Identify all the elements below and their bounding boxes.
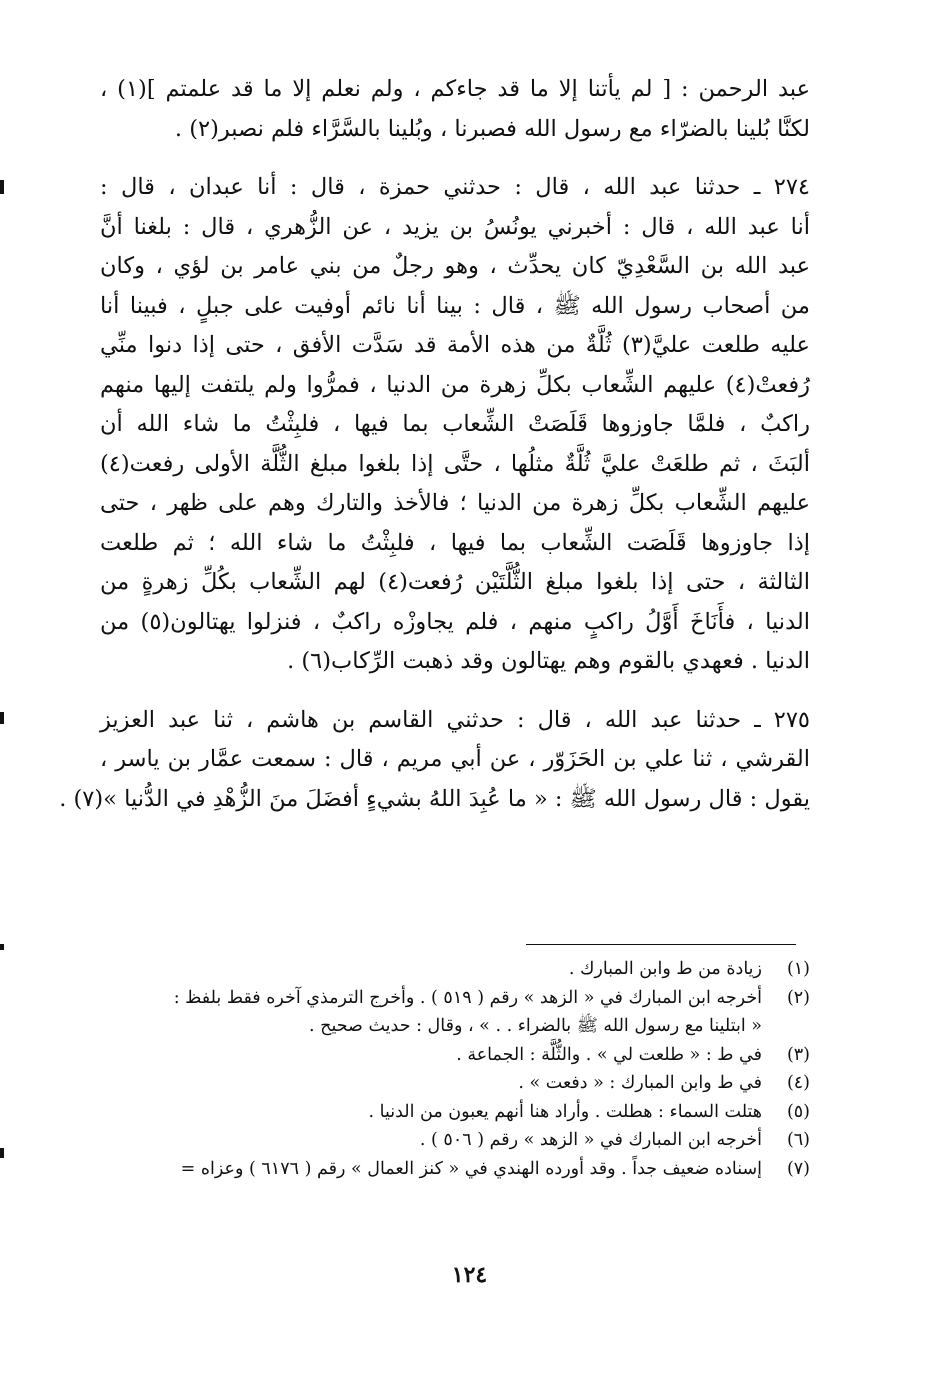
paragraph-intro — [100, 70, 810, 149]
footnote-item — [100, 1069, 810, 1098]
scan-edge-mark — [0, 180, 4, 194]
footnote-number: (٢) — [786, 987, 810, 1008]
scan-edge-mark — [0, 712, 4, 724]
footnote-number: (١) — [786, 959, 810, 979]
footnote-item — [100, 984, 810, 1041]
text-line: يقول : قال رسول الله ﷺ : « ما عُبِدَ اللهُ بشيءٍ أفضَلَ منَ الزُّهْدِ في الدُّنيا »(٧) . — [59, 785, 810, 812]
footnote-item — [100, 1126, 810, 1155]
scan-edge-mark — [0, 1148, 4, 1158]
footnote-item — [100, 1155, 810, 1184]
footnote-text: أخرجه ابن المبارك في « الزهد » رقم ( ٥٠٦ ) . — [419, 1130, 762, 1150]
text-line: إذا جاوزوها قَلَصَت الشِّعاب بما فيها ، فلبِثْتُ ما شاء الله ؛ ثم طلعت — [100, 529, 810, 556]
footnote-number: (٣) — [786, 1044, 810, 1065]
text-line: الثالثة ، حتى إذا بلغوا مبلغ الثُّلَّتَيْن رُفعت(٤) لهم الشِّعاب بكُلِّ زهرةٍ من — [100, 569, 810, 595]
text-line: رُفعتْ(٤) عليهم الشِّعاب بكلِّ زهرة من الدنيا ، فمرُّوا ولم يلتفت إليها منهم — [100, 371, 810, 398]
text-line: أنا عبد الله ، قال : أخبرني يونُسُ بن يزيد ، عن الزُّهري ، قال : بلغنا أنَّ — [100, 213, 810, 240]
footnote-item — [100, 955, 810, 984]
text-line: ٢٧٤ ـ حدثنا عبد الله ، قال : حدثني حمزة ، قال : أنا عبدان ، قال : — [100, 174, 810, 200]
footnote-number: (٤) — [786, 1073, 810, 1093]
text-line: الدنيا ، فأَنَاخَ أَوَّلُ راكبٍ منهم ، فلم يجاوزْه راكبٌ ، فنزلوا يهتالون(٥) من — [100, 608, 810, 635]
footnote-divider — [526, 944, 796, 945]
footnote-number: (٦) — [786, 1130, 810, 1150]
text-line: راكبٌ ، فلمَّا جاوزوها قَلَصَتْ الشِّعاب بما فيها ، فلبِثْتُ ما شاء الله أن — [100, 411, 810, 437]
footnote-text: زيادة من ط وابن المبارك . — [568, 959, 762, 979]
footnote-text: إسناده ضعيف جداً . وقد أورده الهندي في « كنز العمال » رقم ( ٦١٧٦ ) وعزاه = — [180, 1158, 762, 1179]
text-line: عليهم الشِّعاب بكلِّ زهرة من الدنيا ؛ فالأخذ والتارك وهم على ظهر ، حتى — [100, 490, 810, 516]
footnote-item — [100, 1098, 810, 1127]
paragraph-hadith-275 — [59, 701, 810, 820]
main-text — [59, 70, 810, 819]
page-number: ١٢٤ — [451, 1262, 488, 1288]
text-line: من أصحاب رسول الله ﷺ ، قال : بينا أنا نائم أوفيت على جبلٍ ، فبينا أنا — [100, 292, 810, 319]
footnote-number: (٧) — [786, 1158, 810, 1179]
scan-edge-mark — [0, 944, 4, 950]
text-line: ٢٧٥ ـ حدثنا عبد الله ، قال : حدثني القاسم بن هاشم ، ثنا عبد العزيز — [100, 706, 810, 733]
paragraph-hadith-274 — [100, 168, 810, 682]
footnotes — [100, 955, 810, 1183]
footnote-number: (٥) — [786, 1101, 810, 1122]
text-line: ألبَثَ ، ثم طلعَتْ عليَّ ثُلَّةٌ مثلُها ، حتَّى إذا بلغوا مبلغ الثُّلَّة الأولى رفعت(٤) — [100, 450, 810, 477]
text-line: القرشي ، ثنا علي بن الحَزَوّر ، عن أبي مريم ، قال : سمعت عمَّار بن ياسر ، — [100, 746, 810, 772]
footnote-text: في ط وابن المبارك : « دفعت » . — [518, 1073, 762, 1093]
text-line: الدنيا . فعهدي بالقوم وهم يهتالون وقد ذهبت الرِّكاب(٦) . — [287, 648, 810, 674]
text-line: عبد الله بن السَّعْدِيّ كان يحدِّث ، وهو رجلٌ من بني عامر بن لؤي ، وكان — [100, 253, 810, 279]
text-line: لكنَّا بُلينا بالضرّاء مع رسول الله فصبرنا ، وبُلينا بالسَّرَّاء فلم نصبر(٢) . — [174, 115, 810, 142]
text-line: عبد الرحمن : [ لم يأتنا إلا ما قد جاءكم ، ولم نعلم إلا ما قد علمتم ](١) ، — [100, 76, 810, 102]
footnote-text: في ط : « طلعت لي » . والثُّلَّة : الجماعة . — [456, 1044, 762, 1065]
footnote-item — [100, 1041, 810, 1070]
footnote-text: هتلت السماء : هطلت . وأراد هنا أنهم يعبون من الدنيا . — [368, 1101, 762, 1122]
footnote-text: أخرجه ابن المبارك في « الزهد » رقم ( ٥١٩ ) . وأخرج الترمذي آخره فقط بلفظ : — [173, 987, 762, 1008]
footnote-text: « ابتلينا مع رسول الله ﷺ بالضراء . . » ، وقال : حديث صحيح . — [309, 1016, 762, 1036]
text-line: عليه طلعت عليَّ(٣) ثُلَّةٌ من هذه الأمة قد سَدَّت الأفق ، حتى إذا دنوا منِّي — [100, 332, 810, 358]
